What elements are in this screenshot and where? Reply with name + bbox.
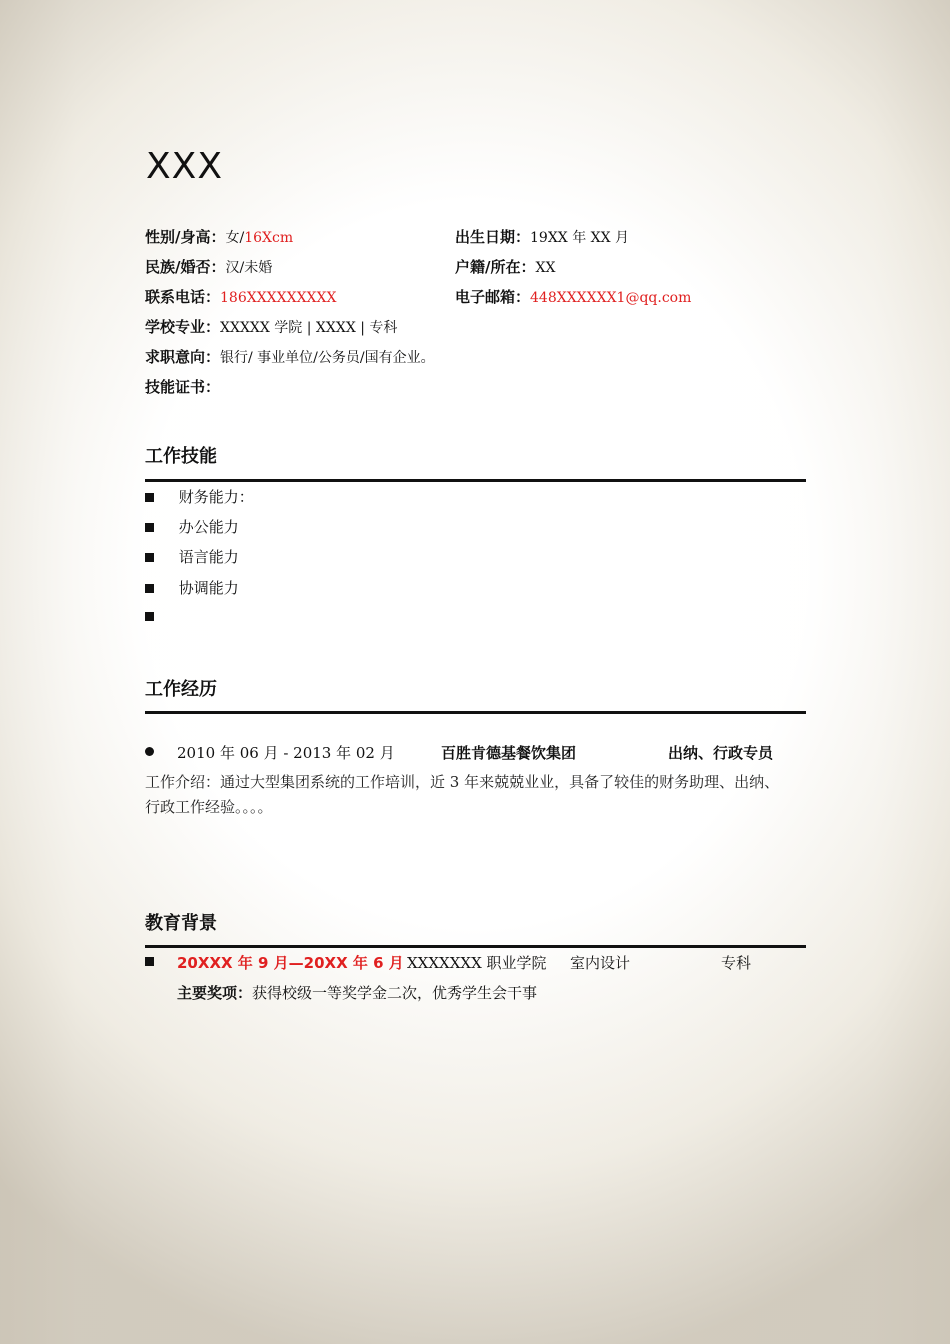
gender-height-row [145,227,293,248]
height-value: 16Xcm [244,230,294,246]
experience-desc-line-1: 工作介绍：通过大型集团系统的工作培训，近 3 年来兢兢业业，具备了较佳的财务助理、出纳、 [145,773,780,791]
ethnicity-row [145,257,272,278]
gender-height-label: 性别/身高： [145,228,226,246]
intention-value: 银行/ 事业单位/公务员/国有企业。 [220,350,435,366]
awards-row [177,982,537,1003]
candidate-name: XXX [146,146,223,187]
square-bullet-icon [145,493,154,502]
ethnicity-label: 民族/婚否： [145,258,226,276]
residence-row [455,257,555,278]
phone-row [145,287,336,308]
skill-item [145,516,239,537]
intention-row [145,347,435,368]
experience-position: 出纳、行政专员 [668,744,774,762]
school-label: 学校专业： [145,318,221,336]
skill-item [145,546,239,567]
skill-item [145,486,254,507]
skills-section-title: 工作技能 [145,446,217,467]
education-school: XXXXXXX 职业学院 [407,954,547,972]
experience-period: 2010 年 06 月 - 2013 年 02 月 [177,744,395,762]
education-header [145,952,154,970]
experience-desc-line-2: 行政工作经验。。。。 [145,798,273,816]
skill-label: 办公能力 [178,518,239,536]
gender-value: 女/ [225,230,245,246]
awards-value: 获得校级一等奖学金二次，优秀学生会干事 [252,984,538,1002]
square-bullet-icon [145,523,154,532]
intention-label: 求职意向： [145,348,221,366]
education-degree: 专科 [721,954,752,972]
skill-item [145,577,239,598]
square-bullet-icon [145,957,154,966]
birth-row [455,227,629,248]
education-period: 20XXX 年 9 月—20XX 年 6 月 [177,954,404,972]
experience-company: 百胜肯德基餐饮集团 [441,744,577,762]
email-label: 电子邮箱： [455,288,531,306]
birth-label: 出生日期： [455,228,531,246]
ethnicity-value: 汉/未婚 [225,260,273,276]
phone-value: 186XXXXXXXXX [220,290,337,306]
email-row [455,287,691,308]
skill-label: 协调能力 [178,579,239,597]
skill-item [145,607,174,625]
school-value: XXXXX 学院 | XXXX | 专科 [220,320,398,336]
certs-row [145,377,220,397]
education-section-title: 教育背景 [145,913,217,934]
awards-label: 主要奖项： [177,984,253,1002]
skills-divider [145,479,806,482]
residence-value: XX [535,260,556,276]
residence-label: 户籍/所在： [455,258,536,276]
square-bullet-icon [145,584,154,593]
skill-label: 语言能力 [178,548,239,566]
certs-label: 技能证书： [145,378,221,396]
birth-value: 19XX 年 XX 月 [530,230,630,246]
email-value: 448XXXXXX1@qq.com [530,290,692,306]
square-bullet-icon [145,553,154,562]
phone-label: 联系电话： [145,288,221,306]
education-major: 室内设计 [570,954,631,972]
round-bullet-icon [145,747,154,756]
experience-divider [145,711,806,714]
school-row [145,317,397,338]
experience-section-title: 工作经历 [145,679,217,700]
experience-header [145,742,154,760]
skill-label: 财务能力： [178,488,254,506]
education-divider [145,945,806,948]
square-bullet-icon [145,612,154,621]
